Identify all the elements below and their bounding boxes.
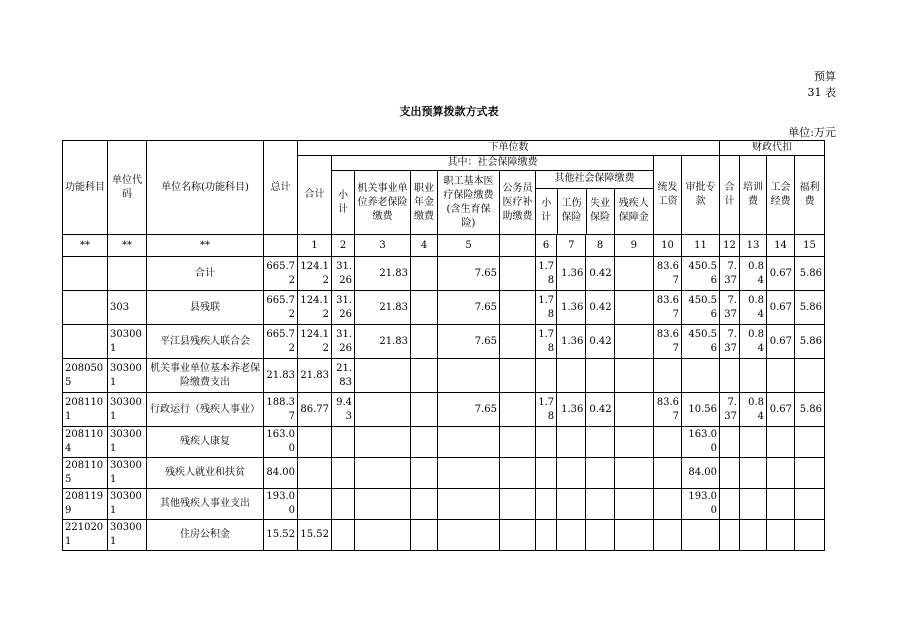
value-cell: 193.00 (264, 489, 298, 520)
value-cell (740, 489, 767, 520)
value-cell (500, 359, 536, 393)
header-unit-code: 单位代码 (108, 141, 147, 235)
unit-name-cell: 机关事业单位基本养老保险缴费支出 (147, 359, 264, 393)
value-cell (536, 427, 557, 458)
value-cell (355, 458, 411, 489)
value-cell (614, 325, 653, 359)
header-fin-total: 合计 (720, 156, 740, 235)
table-row (63, 325, 825, 359)
value-cell (411, 291, 438, 325)
value-cell: 7.65 (438, 291, 500, 325)
value-cell: 7.65 (438, 257, 500, 291)
unit-code-cell: 303001 (108, 359, 147, 393)
value-cell: 163.00 (264, 427, 298, 458)
value-cell: 0.84 (740, 257, 767, 291)
value-cell: 84.00 (682, 458, 720, 489)
value-cell (767, 359, 795, 393)
value-cell (654, 489, 682, 520)
value-cell: 83.67 (654, 393, 682, 427)
func-code-cell: 2080505 (63, 359, 108, 393)
corner-label-table-number: 31 表 (807, 86, 836, 99)
table-row (63, 427, 825, 458)
header-wages: 统发工资 (654, 156, 682, 235)
value-cell (557, 489, 586, 520)
value-cell (411, 257, 438, 291)
header-other-subtotal: 小计 (536, 188, 557, 234)
index-cell: 12 (720, 235, 740, 257)
value-cell: 15.52 (298, 520, 332, 551)
value-cell: 0.67 (767, 325, 795, 359)
value-cell (614, 458, 653, 489)
value-cell (500, 291, 536, 325)
index-cell: 14 (767, 235, 795, 257)
value-cell (720, 489, 740, 520)
table-row (63, 458, 825, 489)
value-cell (654, 359, 682, 393)
value-cell (332, 489, 355, 520)
value-cell (411, 393, 438, 427)
index-cell (264, 235, 298, 257)
unit-name-cell: 其他残疾人事业支出 (147, 489, 264, 520)
func-code-cell (63, 291, 108, 325)
index-cell: 9 (614, 235, 653, 257)
header-subtotal: 小计 (332, 171, 355, 235)
value-cell: 1.78 (536, 257, 557, 291)
value-cell (355, 359, 411, 393)
value-cell (536, 489, 557, 520)
index-cell: 10 (654, 235, 682, 257)
value-cell: 1.36 (557, 325, 586, 359)
value-cell (654, 427, 682, 458)
value-cell (720, 359, 740, 393)
value-cell (586, 489, 614, 520)
index-cell: 7 (557, 235, 586, 257)
index-cell: 2 (332, 235, 355, 257)
value-cell (767, 520, 795, 551)
func-code-cell (63, 325, 108, 359)
value-cell: 7.37 (720, 257, 740, 291)
value-cell (682, 359, 720, 393)
unit-name-cell: 残疾人康复 (147, 427, 264, 458)
header-annuity: 职业年金缴费 (411, 171, 438, 235)
table-row (63, 257, 825, 291)
header-union: 工会经费 (767, 156, 795, 235)
index-cell: 15 (795, 235, 825, 257)
budget-table (62, 140, 825, 551)
value-cell (795, 489, 825, 520)
unit-name-cell: 行政运行（残疾人事业） (147, 393, 264, 427)
value-cell: 21.83 (298, 359, 332, 393)
value-cell (614, 359, 653, 393)
header-approved: 审批专款 (682, 156, 720, 235)
value-cell (795, 359, 825, 393)
value-cell: 1.78 (536, 393, 557, 427)
table-row (63, 489, 825, 520)
value-cell (740, 427, 767, 458)
value-cell (586, 458, 614, 489)
value-cell: 0.42 (586, 393, 614, 427)
index-cell: ** (147, 235, 264, 257)
header-unemployment: 失业保险 (586, 188, 614, 234)
value-cell: 10.56 (682, 393, 720, 427)
func-code-cell: 2081105 (63, 458, 108, 489)
value-cell (438, 458, 500, 489)
func-code-cell: 2081101 (63, 393, 108, 427)
header-medical: 职工基本医疗保险缴费(含生育保险) (438, 171, 500, 235)
value-cell (586, 359, 614, 393)
value-cell (438, 427, 500, 458)
value-cell: 5.86 (795, 257, 825, 291)
value-cell (795, 427, 825, 458)
value-cell (654, 458, 682, 489)
index-cell: 11 (682, 235, 720, 257)
index-cell: ** (63, 235, 108, 257)
value-cell: 83.67 (654, 325, 682, 359)
unit-code-cell: 303001 (108, 489, 147, 520)
index-cell: 13 (740, 235, 767, 257)
value-cell: 86.77 (298, 393, 332, 427)
value-cell (536, 359, 557, 393)
unit-label: 单位:万元 (788, 126, 836, 139)
value-cell (411, 458, 438, 489)
index-cell: 6 (536, 235, 557, 257)
value-cell: 31.26 (332, 257, 355, 291)
value-cell (500, 427, 536, 458)
value-cell: 5.86 (795, 393, 825, 427)
value-cell: 31.26 (332, 291, 355, 325)
func-code-cell (63, 257, 108, 291)
value-cell (500, 458, 536, 489)
corner-label-budget: 预算 (814, 70, 836, 83)
unit-code-cell: 303001 (108, 325, 147, 359)
value-cell: 0.67 (767, 257, 795, 291)
value-cell (500, 489, 536, 520)
header-lower-total: 合计 (298, 156, 332, 235)
unit-code-cell: 303001 (108, 458, 147, 489)
header-other-social-group (536, 171, 654, 235)
value-cell: 1.36 (557, 393, 586, 427)
header-injury: 工伤保险 (557, 188, 586, 234)
header-social-security: 其中：社会保障缴费 (332, 156, 654, 171)
value-cell: 665.72 (264, 325, 298, 359)
value-cell: 124.12 (298, 325, 332, 359)
header-civil-medical: 公务员医疗补助缴费 (500, 171, 536, 235)
value-cell (438, 520, 500, 551)
index-cell: 4 (411, 235, 438, 257)
value-cell (411, 489, 438, 520)
value-cell (614, 520, 653, 551)
value-cell: 15.52 (264, 520, 298, 551)
value-cell (586, 427, 614, 458)
unit-code-cell: 303001 (108, 520, 147, 551)
unit-code-cell: 303 (108, 291, 147, 325)
value-cell (614, 257, 653, 291)
value-cell: 450.56 (682, 257, 720, 291)
value-cell (355, 520, 411, 551)
value-cell (720, 520, 740, 551)
unit-name-cell: 县残联 (147, 291, 264, 325)
value-cell: 124.12 (298, 257, 332, 291)
value-cell: 5.86 (795, 325, 825, 359)
value-cell (332, 520, 355, 551)
value-cell (740, 520, 767, 551)
unit-name-cell: 残疾人就业和扶贫 (147, 458, 264, 489)
value-cell (298, 458, 332, 489)
header-func-code: 功能科目 (63, 141, 108, 235)
value-cell: 7.37 (720, 325, 740, 359)
func-code-cell: 2081199 (63, 489, 108, 520)
page-title: 支出预算拨款方式表 (399, 105, 499, 118)
value-cell (557, 458, 586, 489)
index-cell: 3 (355, 235, 411, 257)
value-cell: 163.00 (682, 427, 720, 458)
value-cell (767, 458, 795, 489)
header-finance-deduct: 财政代扣 (720, 141, 825, 156)
value-cell: 1.78 (536, 291, 557, 325)
value-cell: 665.72 (264, 257, 298, 291)
value-cell: 7.37 (720, 291, 740, 325)
unit-code-cell: 303001 (108, 393, 147, 427)
value-cell: 7.37 (720, 393, 740, 427)
value-cell: 450.56 (682, 325, 720, 359)
index-cell (500, 235, 536, 257)
value-cell (614, 393, 653, 427)
header-unit-name: 单位名称(功能科目) (147, 141, 264, 235)
value-cell (438, 359, 500, 393)
value-cell: 0.42 (586, 325, 614, 359)
value-cell (298, 427, 332, 458)
value-cell (614, 427, 653, 458)
value-cell (500, 257, 536, 291)
header-training: 培训费 (740, 156, 767, 235)
value-cell: 83.67 (654, 291, 682, 325)
value-cell: 124.12 (298, 291, 332, 325)
value-cell: 665.72 (264, 291, 298, 325)
index-cell: 5 (438, 235, 500, 257)
value-cell: 450.56 (682, 291, 720, 325)
value-cell: 1.78 (536, 325, 557, 359)
index-cell: 1 (298, 235, 332, 257)
value-cell (536, 458, 557, 489)
header-welfare: 福利费 (795, 156, 825, 235)
value-cell: 0.42 (586, 291, 614, 325)
value-cell (438, 489, 500, 520)
header-pension: 机关事业单位养老保险缴费 (355, 171, 411, 235)
value-cell (355, 427, 411, 458)
header-total: 总计 (264, 141, 298, 235)
table-row (63, 520, 825, 551)
value-cell: 21.83 (355, 291, 411, 325)
value-cell: 188.37 (264, 393, 298, 427)
value-cell: 7.65 (438, 325, 500, 359)
value-cell (720, 458, 740, 489)
index-cell: 8 (586, 235, 614, 257)
value-cell (500, 520, 536, 551)
value-cell: 84.00 (264, 458, 298, 489)
value-cell: 21.83 (332, 359, 355, 393)
value-cell (411, 325, 438, 359)
value-cell: 31.26 (332, 325, 355, 359)
value-cell (740, 359, 767, 393)
value-cell (795, 458, 825, 489)
table-row (63, 291, 825, 325)
unit-name-cell: 合计 (147, 257, 264, 291)
value-cell (767, 489, 795, 520)
value-cell (767, 427, 795, 458)
unit-code-cell: 303001 (108, 427, 147, 458)
value-cell (536, 520, 557, 551)
value-cell: 0.84 (740, 393, 767, 427)
value-cell: 1.36 (557, 257, 586, 291)
value-cell: 0.84 (740, 291, 767, 325)
value-cell (557, 427, 586, 458)
func-code-cell: 2081104 (63, 427, 108, 458)
value-cell (720, 427, 740, 458)
value-cell (500, 393, 536, 427)
table-row (63, 393, 825, 427)
value-cell (332, 458, 355, 489)
value-cell (614, 291, 653, 325)
value-cell (614, 489, 653, 520)
index-row (63, 235, 825, 257)
value-cell: 1.36 (557, 291, 586, 325)
value-cell: 21.83 (355, 257, 411, 291)
index-cell: ** (108, 235, 147, 257)
table-row (63, 359, 825, 393)
value-cell (355, 393, 411, 427)
value-cell (557, 359, 586, 393)
value-cell: 0.84 (740, 325, 767, 359)
value-cell: 193.00 (682, 489, 720, 520)
value-cell: 5.86 (795, 291, 825, 325)
value-cell (586, 520, 614, 551)
value-cell (654, 520, 682, 551)
header-disabled: 残疾人保障金 (614, 188, 653, 234)
value-cell (411, 520, 438, 551)
value-cell (500, 325, 536, 359)
value-cell (795, 520, 825, 551)
value-cell (411, 427, 438, 458)
value-cell: 7.65 (438, 393, 500, 427)
value-cell: 21.83 (355, 325, 411, 359)
unit-code-cell (108, 257, 147, 291)
value-cell: 21.83 (264, 359, 298, 393)
value-cell (740, 458, 767, 489)
header-other-social: 其他社会保障缴费 (536, 171, 653, 188)
value-cell: 0.67 (767, 291, 795, 325)
value-cell: 0.42 (586, 257, 614, 291)
value-cell: 9.43 (332, 393, 355, 427)
value-cell (682, 520, 720, 551)
value-cell (557, 520, 586, 551)
header-lower-unit: 下单位数 (298, 141, 720, 156)
value-cell: 83.67 (654, 257, 682, 291)
unit-name-cell: 平江县残疾人联合会 (147, 325, 264, 359)
func-code-cell: 2210201 (63, 520, 108, 551)
value-cell (411, 359, 438, 393)
value-cell (298, 489, 332, 520)
value-cell: 0.67 (767, 393, 795, 427)
value-cell (332, 427, 355, 458)
unit-name-cell: 住房公积金 (147, 520, 264, 551)
value-cell (355, 489, 411, 520)
